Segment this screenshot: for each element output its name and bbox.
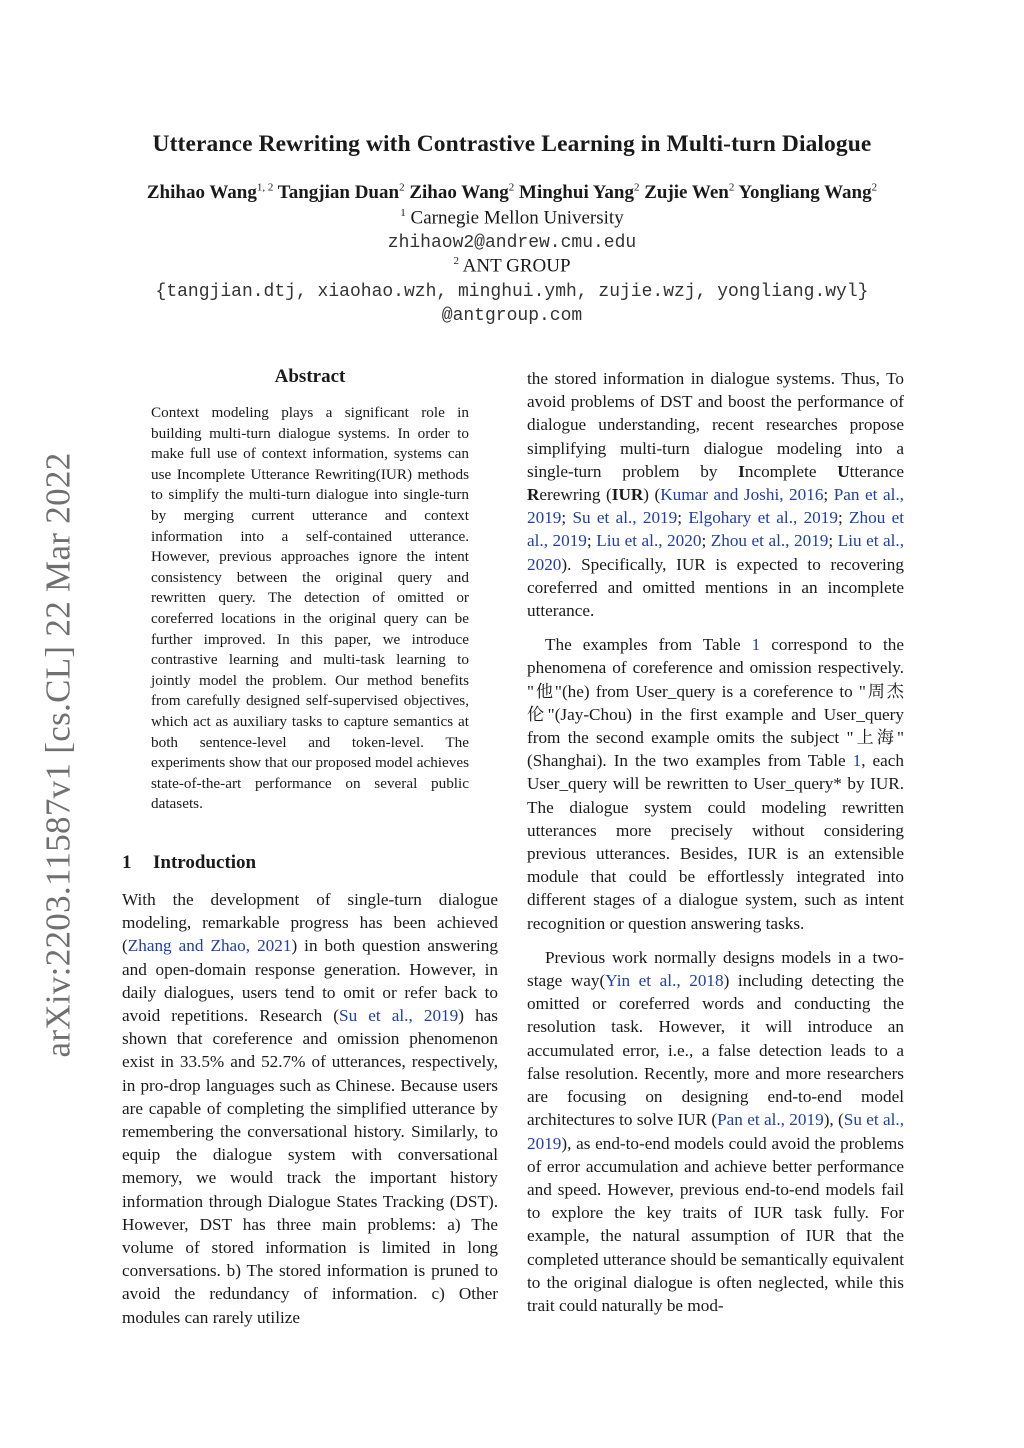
affiliation-1: $^1$ Carnegie Mellon University (400, 207, 624, 229)
affiliation-2-email[interactable]: {tangjian.dtj, xiaohao.wzh, minghui.ymh, zujie.wzj, yongliang.wyl} (155, 282, 869, 302)
citation-link[interactable]: Liu et al., 2020 (596, 531, 702, 551)
intro-paragraph-2: The examples from Table 1 correspond to the phenomena of coreference and omission respectively. "他"(he) from User_query is a coreference to "周杰伦"(Jay-Chou) in the first example and User_query from the second example omits the subject "上海"(Shanghai). In the two examples from Table 1, each User_query will be rewritten to User_query* by IUR. The dialogue system could modeling rewritten utterances more precisely without considering previous utterances. Besides, IUR is an extensible module that could be effortlessly integrated into different stages of a dialogue system, such as intent recognition or question answering tasks. (527, 635, 905, 933)
intro-left-column (122, 888, 498, 1329)
citation-link[interactable]: Pan et al., 2019 (527, 485, 904, 528)
affiliation-1-email[interactable]: zhihaow2@andrew.cmu.edu (387, 233, 637, 253)
author: Minghui Yang$^2$ (519, 182, 640, 204)
citation-link[interactable]: Kumar and Joshi, 2016 (660, 485, 824, 505)
intro-right-column (527, 367, 904, 1317)
author: Zihao Wang$^2$ (409, 182, 515, 204)
author: Zujie Wen$^2$ (644, 182, 735, 204)
arxiv-identifier (28, 450, 88, 1060)
affiliation-2-email-domain[interactable]: @antgroup.com (441, 306, 583, 326)
author: Yongliang Wang$^2$ (738, 182, 878, 204)
section-heading (122, 852, 256, 874)
intro-paragraph-1-continued: the stored information in dialogue systems. Thus, To avoid problems of DST and boost the performance of dialogue understanding, recent researches propose simplifying multi-turn dialogue modeling into a single-turn problem by Incomplete Utterance Rerewring (IUR) (Kumar and Joshi, 2016; Pan et al., 2019; Su et al., 2019; Elgohary et al., 2019; Zhou et al., 2019; Liu et al., 2020; Zhou et al., 2019; Liu et al., 2020). Specifically, IUR is expected to recovering coreferred and omitted mentions in an incomplete utterance. (527, 369, 905, 621)
affiliation-2: $^2$ ANT GROUP (453, 255, 571, 277)
abstract-body: Context modeling plays a significant role in building multi-turn dialogue systems. In order to make full use of context information, systems can use Incomplete Utterance Rewriting(IUR) methods to simplify the multi-turn dialogue into single-turn by merging current utterance and context information into a self-contained utterance. However, previous approaches ignore the intent consistency between the original query and rewritten query. The detection of omitted or coreferred locations in the original query can be further improved. In this paper, we introduce contrastive learning and multi-task learning to jointly model the problem. Our method benefits from carefully designed self-supervised objectives, which act as auxiliary tasks to capture semantics at both sentence-level and token-level. The experiments show that our proposed model achieves state-of-the-art performance on several public datasets. (151, 404, 470, 813)
citation-link[interactable]: Su et al., 2019 (339, 1006, 459, 1026)
section-number: 1 (122, 852, 132, 873)
citation-link[interactable]: Elgohary et al., 2019 (688, 508, 838, 528)
intro-paragraph-1: With the development of single-turn dialogue modeling, remarkable progress has been achieved (Zhang and Zhao, 2021) in both question answering and open-domain response generation. However, in daily dialogues, users tend to omit or refer back to avoid repetitions. Research (Su et al., 2019) has shown that coreference and omission phenomenon exist in 33.5% and 52.7% of utterances, respectively, in pro-drop languages such as Chinese. Because users are capable of completing the simplified utterance by remembering the conversational history. Similarly, to equip the dialogue system with conversational memory, we would track the important history information through Dialogue States Tracking (DST). However, DST has three main problems: a) The volume of stored information is limited in long conversations. b) The stored information is pruned to avoid the redundancy of information. c) Other modules can rarely utilize (122, 890, 498, 1327)
citation-link[interactable]: Yin et al., 2018 (605, 971, 724, 991)
citation-link[interactable]: Pan et al., 2019 (717, 1110, 824, 1130)
author: Zhihao Wang$^{1, 2}$ (146, 182, 274, 204)
table-ref-link[interactable]: 1 (852, 751, 862, 771)
author: Tangjian Duan$^2$ (277, 182, 405, 204)
section-title: Introduction (153, 852, 257, 873)
paper-title: Utterance Rewriting with Contrastive Learning in Multi-turn Dialogue (152, 131, 872, 157)
citation-link[interactable]: Zhou et al., 2019 (527, 508, 905, 551)
citation-link[interactable]: Zhou et al., 2019 (710, 531, 829, 551)
citation-link[interactable]: Zhang and Zhao, 2021 (127, 936, 292, 956)
table-ref-link[interactable]: 1 (751, 635, 761, 655)
citation-link[interactable]: Su et al., 2019 (527, 1110, 905, 1153)
intro-paragraph-3: Previous work normally designs models in a two-stage way(Yin et al., 2018) including detecting the omitted or coreferred words and conducting the resolution task. However, it will introduce an accumulated error, i.e., a false detection leads to a false resolution. Recently, more and more researchers are focusing on designing end-to-end model architectures to solve IUR (Pan et al., 2019), (Su et al., 2019), as end-to-end models could avoid the problems of error accumulation and achieve better performance and speed. However, previous end-to-end models fail to explore the key traits of IUR task fully. For example, the natural assumption of IUR that the completed utterance should be semantically equivalent to the original dialogue is often neglected, while this trait could naturally be mod- (527, 947, 905, 1315)
abstract-heading: Abstract (274, 366, 346, 387)
author-list (0, 182, 1024, 204)
citation-link[interactable]: Liu et al., 2020 (527, 531, 905, 574)
arxiv-identifier-text: arXiv:2203.11587v1 [cs.CL] 22 Mar 2022 (38, 452, 78, 1058)
citation-link[interactable]: Su et al., 2019 (572, 508, 678, 528)
